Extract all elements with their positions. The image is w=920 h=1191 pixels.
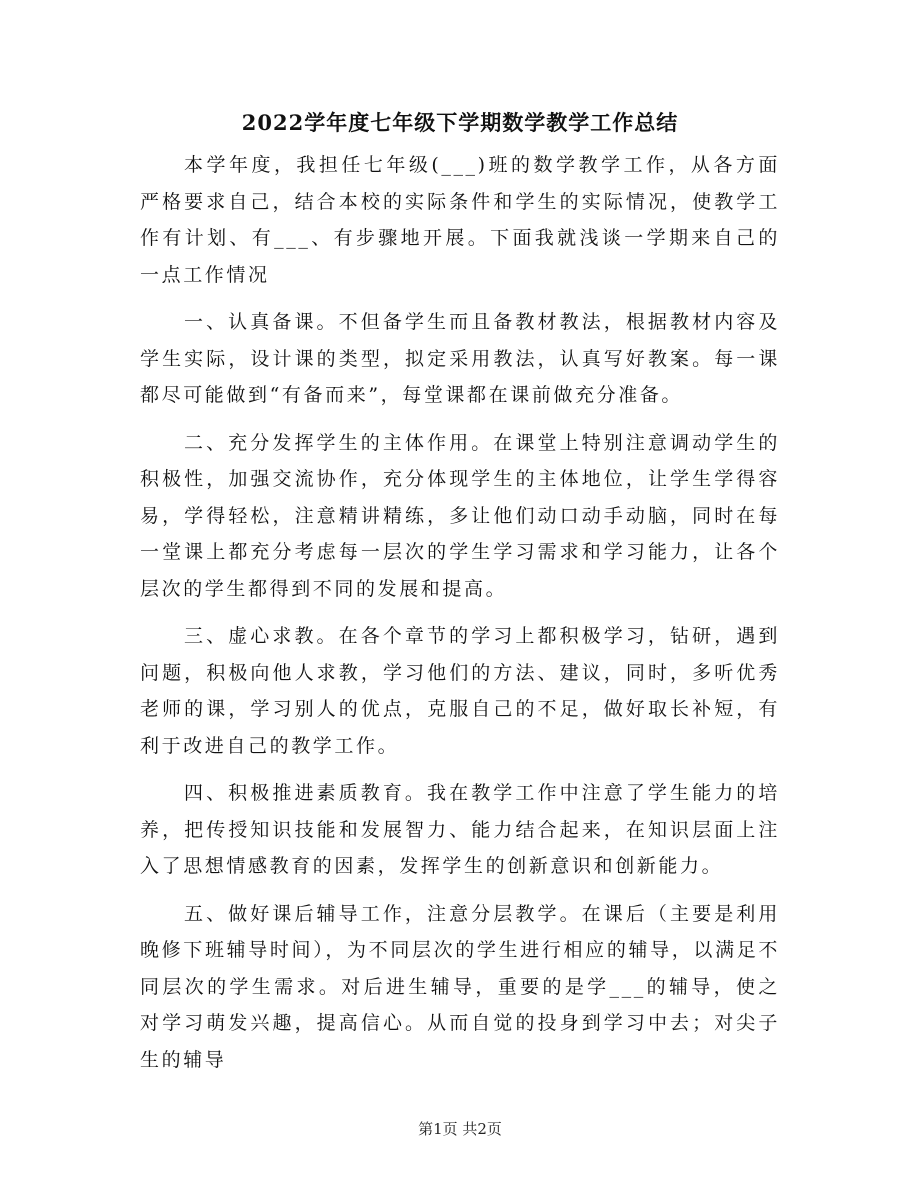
paragraph-tutoring: 五、做好课后辅导工作，注意分层教学。在课后（主要是利用晚修下班辅导时间），为不同层次的学生进行相应的辅导，以满足不同层次的学生需求。对后进生辅导，重要的是学___的辅导，使之对学习萌发兴趣，提高信心。从而自觉的投身到学习中去；对尖子生的辅导 [140,902,780,1071]
paragraph-student-role: 二、充分发挥学生的主体作用。在课堂上特别注意调动学生的积极性，加强交流协作，充分体现学生的主体地位，让学生学得容易，学得轻松，注意精讲精练，多让他们动口动手动脑，同时在每一堂课上都充分考虑每一层次的学生学习需求和学习能力，让各个层次的学生都得到不同的发展和提高。 [140,431,780,600]
page-number: 第1页 共2页 [418,1120,502,1138]
paragraph-intro: 本学年度，我担任七年级(___)班的数学教学工作，从各方面严格要求自己，结合本校的实际条件和学生的实际情况，使教学工作有计划、有___、有步骤地开展。下面我就浅谈一学期来自己的一点工作情况 [140,154,780,286]
document-body [140,147,780,1089]
paragraph-lesson-prep: 一、认真备课。不但备学生而且备教材教法，根据教材内容及学生实际，设计课的类型，拟定采用教法，认真写好教案。每一课都尽可能做到“有备而来”，每堂课都在课前做充分准备。 [140,311,780,406]
document-title: 2022学年度七年级下学期数学教学工作总结 [241,110,679,135]
paragraph-quality-education: 四、积极推进素质教育。我在教学工作中注意了学生能力的培养，把传授知识技能和发展智力、能力结合起来，在知识层面上注入了思想情感教育的因素，发挥学生的创新意识和创新能力。 [140,782,780,877]
paragraph-seek-advice: 三、虚心求教。在各个章节的学习上都积极学习，钻研，遇到问题，积极向他人求教，学习他们的方法、建议，同时，多听优秀老师的课，学习别人的优点，克服自己的不足，做好取长补短，有利于改进自己的教学工作。 [140,625,780,757]
